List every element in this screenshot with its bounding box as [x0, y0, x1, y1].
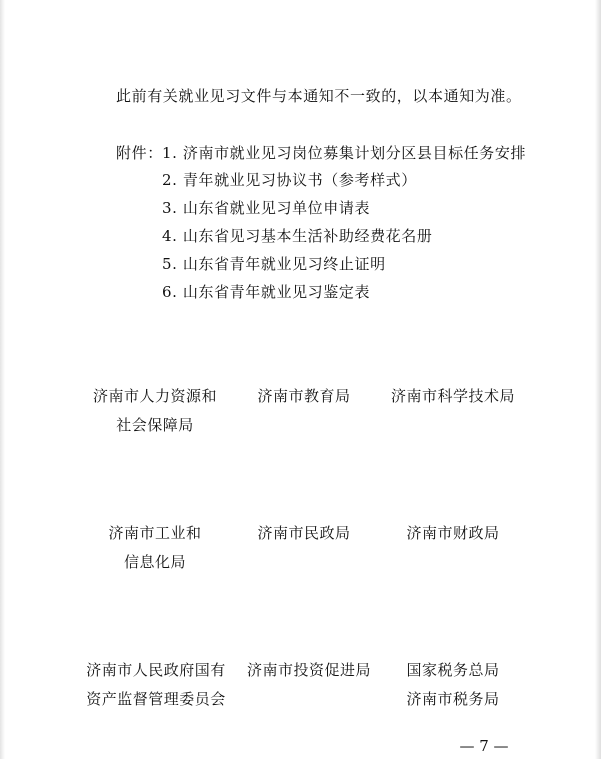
org-finance: [380, 519, 526, 548]
org-sasac-line2: 资产监督管理委员会: [86, 690, 226, 708]
org-hrss-line1: 济南市人力资源和: [92, 387, 217, 405]
org-sasac: [78, 656, 234, 714]
org-science-tech: [380, 382, 526, 411]
attachment-item-6: 6. 山东省青年就业见习鉴定表: [162, 283, 371, 301]
attachment-item-4: 4. 山东省见习基本生活补助经费花名册: [162, 227, 433, 245]
org-investment-line1: 济南市投资促进局: [246, 661, 371, 679]
org-finance-line1: 济南市财政局: [406, 524, 500, 542]
attachment-item-5: 5. 山东省青年就业见习终止证明: [162, 255, 386, 273]
org-investment: [238, 656, 380, 685]
org-tax-bureau-line2: 济南市税务局: [406, 690, 500, 708]
org-industry-it: [82, 519, 228, 577]
org-tax-bureau: [380, 656, 526, 714]
org-education: [238, 382, 370, 411]
org-industry-it-line2: 信息化局: [123, 553, 186, 571]
org-tax-bureau-line1: 国家税务总局: [406, 661, 500, 679]
attachment-item-1: 1. 济南市就业见习岗位募集计划分区县目标任务安排: [162, 144, 527, 162]
page-number: — 7 —: [459, 737, 509, 755]
page-left-edge: [0, 0, 5, 759]
org-civil-affairs: [238, 519, 370, 548]
org-sasac-line1: 济南市人民政府国有: [86, 661, 226, 679]
org-hrss: [82, 382, 228, 440]
attachment-item-2: 2. 青年就业见习协议书（参考样式）: [162, 171, 417, 189]
notice-text: 此前有关就业见习文件与本通知不一致的，以本通知为准。: [116, 87, 522, 105]
org-education-line1: 济南市教育局: [257, 387, 351, 405]
org-science-tech-line1: 济南市科学技术局: [390, 387, 515, 405]
org-civil-affairs-line1: 济南市民政局: [257, 524, 351, 542]
org-hrss-line2: 社会保障局: [116, 416, 194, 434]
page-right-edge: [595, 0, 601, 759]
attachments-label: 附件：: [116, 144, 163, 162]
org-industry-it-line1: 济南市工业和: [108, 524, 202, 542]
attachment-item-3: 3. 山东省就业见习单位申请表: [162, 199, 371, 217]
